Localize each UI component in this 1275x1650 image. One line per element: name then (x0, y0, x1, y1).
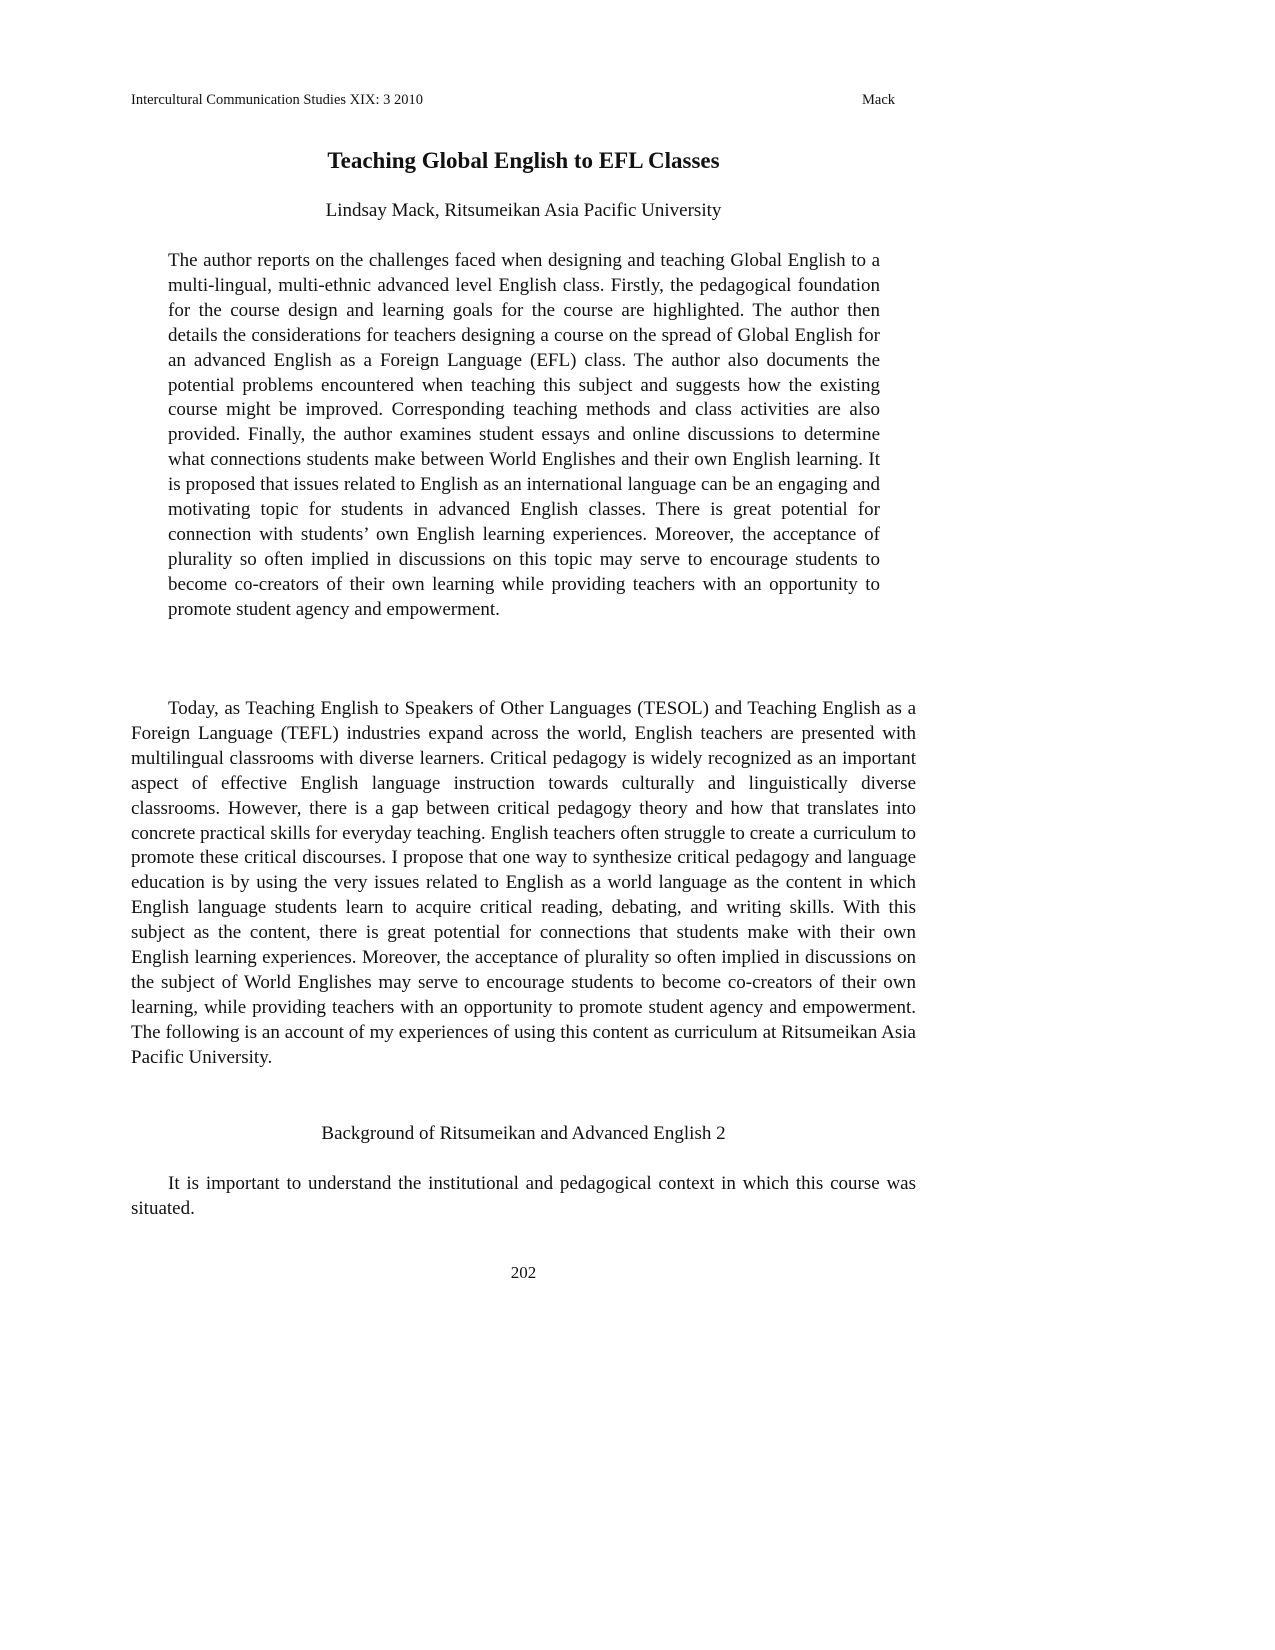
intro-paragraph: Today, as Teaching English to Speakers of Other Languages (TESOL) and Teaching English as a Foreign Language (TEFL) industries expand across the world, English teachers are presented with multilingual classrooms with diverse learners. Critical pedagogy is widely recognized as an important aspect of effective English language instruction towards culturally and linguistically diverse classrooms. However, there is a gap between critical pedagogy theory and how that translates into concrete practical skills for everyday teaching. English teachers often struggle to create a curriculum to promote these critical discourses. I propose that one way to synthesize critical pedagogy and language education is by using the very issues related to English as a world language as the content in which English language students learn to acquire critical reading, debating, and writing skills. With this subject as the content, there is great potential for connections that students make with their own English learning experiences. Moreover, the acceptance of plurality so often implied in discussions on the subject of World Englishes may serve to encourage students to become co-creators of their own learning, while providing teachers with an opportunity to promote student agency and empowerment. The following is an account of my experiences of using this content as curriculum at Ritsumeikan Asia Pacific University. (131, 698, 916, 1068)
abstract: The author reports on the challenges faced when designing and teaching Global English to a multi-lingual, multi-ethnic advanced level English class. Firstly, the pedagogical foundation for the course design and learning goals for the course are highlighted. The author then details the considerations for teachers designing a course on the spread of Global English for an advanced English as a Foreign Language (EFL) class. The author also documents the potential problems encountered when teaching this subject and suggests how the existing course might be improved. Corresponding teaching methods and class activities are also provided. Finally, the author examines student essays and online discussions to determine what connections students make between World Englishes and their own English learning. It is proposed that issues related to English as an international language can be an engaging and motivating topic for students in advanced English classes. There is great potential for connection with students’ own English learning experiences. Moreover, the acceptance of plurality so often implied in discussions on this topic may serve to encourage students to become co-creators of their own learning while providing teachers with an opportunity to promote student agency and empowerment. (168, 250, 880, 620)
running-header (131, 92, 896, 112)
section-paragraph: It is important to understand the institutional and pedagogical context in which this course was situated. (131, 1173, 916, 1219)
journal-citation: Intercultural Communication Studies XIX: 3 2010 (131, 92, 423, 108)
running-author: Mack (862, 92, 896, 108)
article-title: Teaching Global English to EFL Classes (327, 148, 720, 173)
page-number: 202 (510, 1263, 537, 1282)
section-heading: Background of Ritsumeikan and Advanced English 2 (321, 1123, 726, 1144)
author-byline: Lindsay Mack, Ritsumeikan Asia Pacific University (325, 200, 722, 221)
